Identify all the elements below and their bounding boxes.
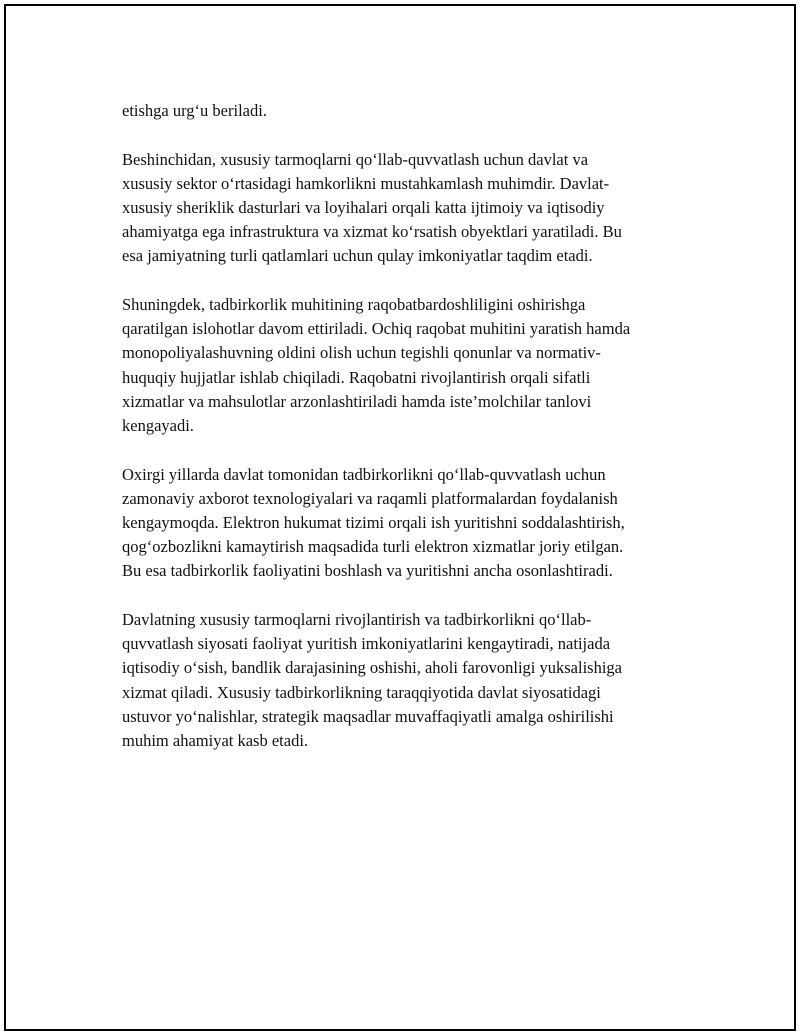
text-line: kengaymoqda. Elektron hukumat tizimi orqali ish yuritishni soddalashtirish,: [122, 513, 625, 533]
text-line: xizmat qiladi. Xususiy tadbirkorlikning taraqqiyotida davlat siyosatidagi: [122, 682, 601, 702]
text-line: etishga urg‘u beriladi.: [122, 101, 267, 120]
page-frame: [4, 4, 796, 1031]
text-line: Bu esa tadbirkorlik faoliyatini boshlash va yuritishni ancha osonlashtiradi.: [122, 561, 613, 581]
text-line: xususiy sektor o‘rtasidagi hamkorlikni mustahkamlash muhimdir. Davlat-: [122, 173, 610, 193]
text-line: ahamiyatga ega infrastruktura va xizmat ko‘rsatish obyektlari yaratiladi. Bu: [122, 222, 622, 242]
text-line: muhim ahamiyat kasb etadi.: [122, 731, 309, 751]
text-line: esa jamiyatning turli qatlamlari uchun qulay imkoniyatlar taqdim etadi.: [122, 246, 593, 266]
text-line: Davlatning xususiy tarmoqlarni rivojlantirish va tadbirkorlikni qo‘llab-: [122, 610, 592, 630]
text-line: qaratilgan islohotlar davom ettiriladi. Ochiq raqobat muhitini yaratish hamda: [122, 319, 631, 339]
document-body: [122, 99, 682, 778]
text-line: qog‘ozbozlikni kamaytirish maqsadida turli elektron xizmatlar joriy etilgan.: [122, 537, 624, 557]
text-line: kengayadi.: [122, 416, 194, 436]
text-line: Oxirgi yillarda davlat tomonidan tadbirkorlikni qo‘llab-quvvatlash uchun: [122, 464, 606, 484]
text-line: Beshinchidan, xususiy tarmoqlarni qo‘llab-quvvatlash uchun davlat va: [122, 149, 589, 169]
text-line: huquqiy hujjatlar ishlab chiqiladi. Raqobatni rivojlantirish orqali sifatli: [122, 367, 591, 387]
text-line: ustuvor yo‘nalishlar, strategik maqsadlar muvaffaqiyatli amalga oshirilishi: [122, 706, 614, 726]
text-line: xizmatlar va mahsulotlar arzonlashtiriladi hamda iste’molchilar tanlovi: [122, 391, 592, 411]
text-line: iqtisodiy o‘sish, bandlik darajasining oshishi, aholi farovonligi yuksalishiga: [122, 658, 622, 678]
text-line: zamonaviy axborot texnologiyalari va raqamli platformalardan foydalanish: [122, 488, 618, 508]
text-line: quvvatlash siyosati faoliyat yuritish imkoniyatlarini kengaytiradi, natijada: [122, 634, 611, 654]
paragraph-3: [122, 293, 682, 438]
text-line: xususiy sheriklik dasturlari va loyihalari orqali katta ijtimoiy va iqtisodiy: [122, 198, 605, 217]
paragraph-1: [122, 99, 682, 123]
paragraph-4: [122, 463, 682, 584]
paragraph-5: [122, 608, 682, 753]
paragraph-2: [122, 148, 682, 269]
text-line: monopoliyalashuvning oldini olish uchun tegishli qonunlar va normativ-: [122, 343, 601, 363]
text-line: Shuningdek, tadbirkorlik muhitining raqobatbardoshliligini oshirishga: [122, 295, 586, 314]
